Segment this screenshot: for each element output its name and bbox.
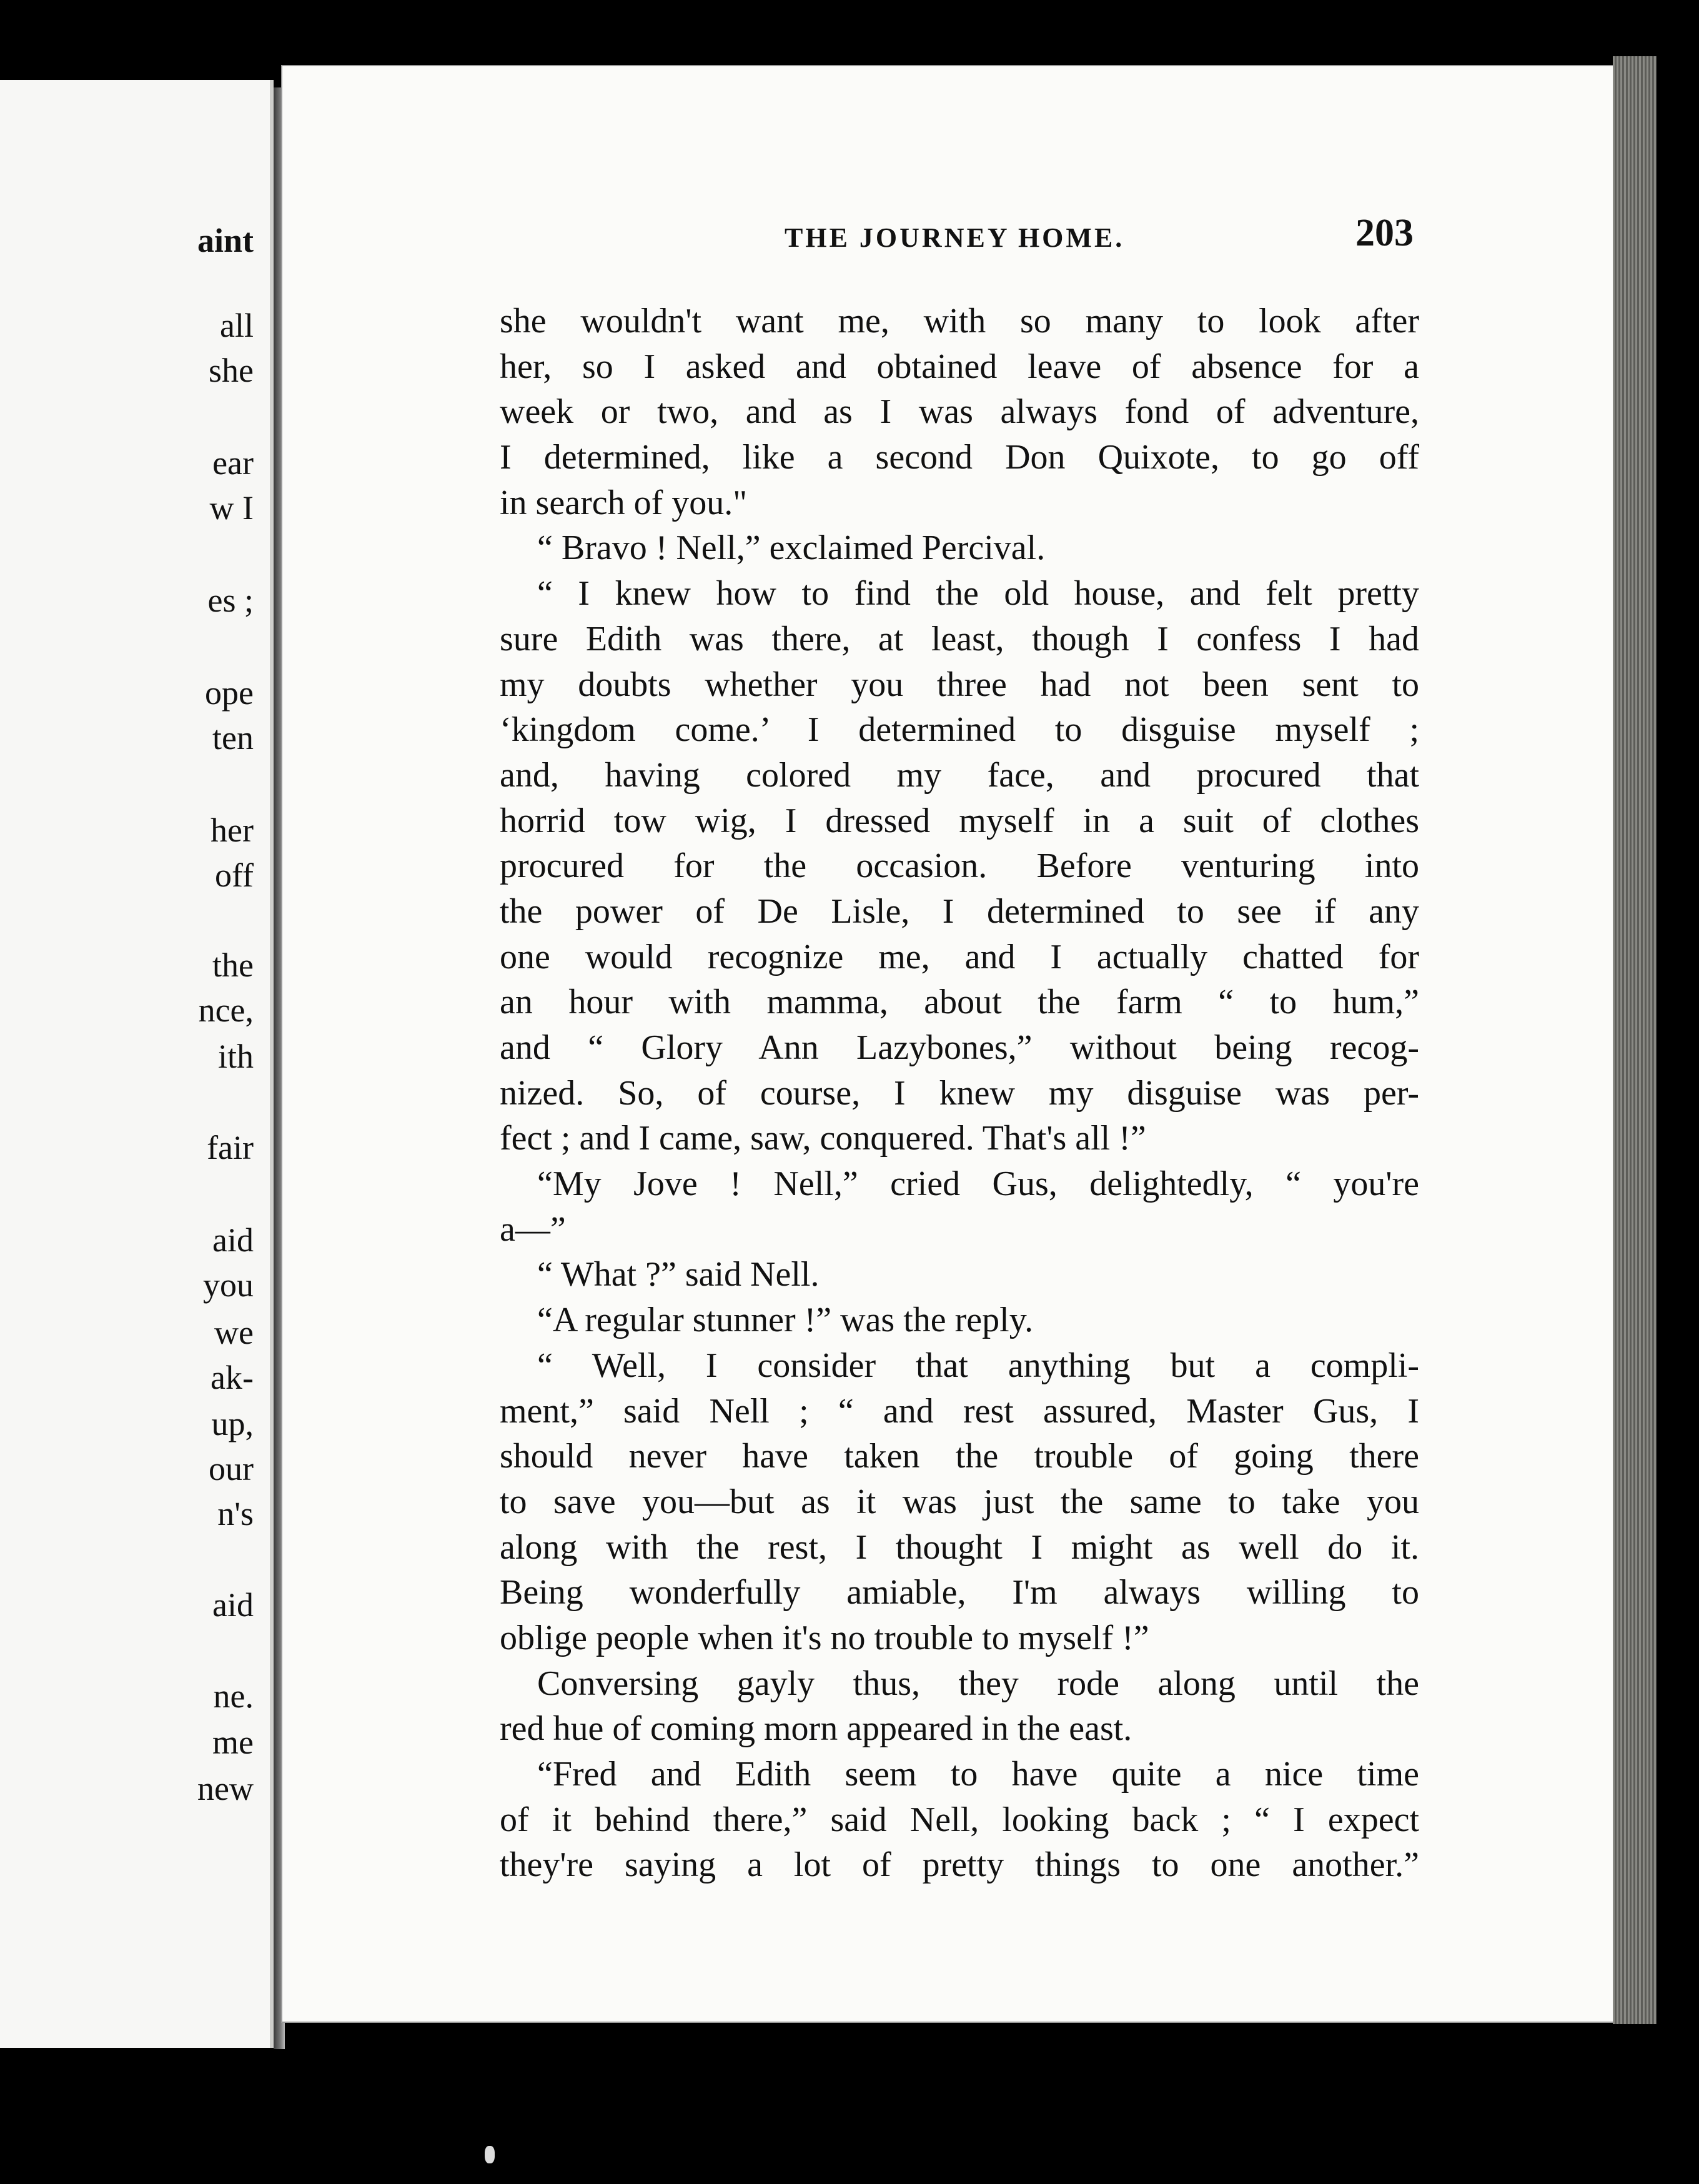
previous-page	[0, 80, 274, 2048]
left-page-fragment: aid	[212, 1586, 254, 1624]
left-page-fragment: es ;	[207, 582, 254, 619]
left-page-fragment: fair	[207, 1129, 254, 1166]
text-line: and “ Glory Ann Lazybones,” without being recog-	[500, 1028, 1419, 1067]
text-line: “My Jove ! Nell,” cried Gus, delightedly, “ you're	[537, 1164, 1419, 1204]
text-line: “Fred and Edith seem to have quite a nice time	[537, 1755, 1419, 1794]
text-line: Conversing gayly thus, they rode along until the	[537, 1664, 1419, 1703]
text-line: to save you—but as it was just the same to take you	[500, 1482, 1419, 1521]
left-page-fragment: ope	[205, 674, 254, 712]
text-line: sure Edith was there, at least, though I confess I had	[500, 619, 1419, 658]
text-line: “A regular stunner !” was the reply.	[537, 1301, 1034, 1340]
text-line: red hue of coming morn appeared in the east.	[500, 1709, 1132, 1749]
text-line: oblige people when it's no trouble to myself !”	[500, 1618, 1149, 1657]
left-page-fragment: w I	[209, 489, 254, 527]
text-line: Being wonderfully amiable, I'm always willing to	[500, 1573, 1419, 1612]
left-page-fragment: me	[212, 1724, 254, 1761]
left-page-fragment: ten	[212, 719, 254, 757]
text-line: fect ; and I came, saw, conquered. That's all !”	[500, 1119, 1146, 1158]
text-line: I determined, like a second Don Quixote, to go off	[500, 438, 1419, 477]
text-line: “ Well, I consider that anything but a compli-	[537, 1346, 1419, 1385]
text-line: she wouldn't want me, with so many to look after	[500, 302, 1419, 340]
text-line: horrid tow wig, I dressed myself in a suit of clothes	[500, 801, 1419, 840]
left-page-fragment: new	[197, 1770, 254, 1807]
text-line: they're saying a lot of pretty things to one another.”	[500, 1845, 1419, 1885]
left-page-fragment: off	[215, 856, 254, 894]
left-page-fragment: the	[212, 946, 254, 984]
left-page-fragment: aint	[197, 222, 254, 259]
text-line: the power of De Lisle, I determined to see if any	[500, 891, 1419, 931]
body-text	[500, 299, 1419, 1888]
text-line: “ I knew how to find the old house, and felt pretty	[537, 574, 1419, 613]
text-line: my doubts whether you three had not been sent to	[500, 665, 1419, 704]
left-page-fragment: our	[209, 1450, 254, 1487]
text-line: procured for the occasion. Before venturing into	[500, 846, 1419, 886]
scan-speck	[485, 2146, 495, 2163]
text-line: a—”	[500, 1209, 566, 1249]
page-number: 203	[1355, 212, 1414, 254]
text-line: along with the rest, I thought I might as well do it.	[500, 1527, 1419, 1567]
text-line: week or two, and as I was always fond of adventure,	[500, 392, 1419, 432]
running-head: THE JOURNEY HOME.	[785, 222, 1125, 253]
left-page-fragment: ith	[217, 1038, 254, 1075]
left-page-fragment: you	[203, 1266, 254, 1304]
text-line: “ What ?” said Nell.	[537, 1255, 820, 1294]
left-page-fragment: nce,	[198, 991, 254, 1029]
left-page-fragment: her	[211, 812, 254, 849]
text-line: should never have taken the trouble of going there	[500, 1437, 1419, 1476]
text-line: “ Bravo ! Nell,” exclaimed Percival.	[537, 529, 1046, 568]
left-page-fragment: up,	[211, 1405, 254, 1442]
left-page-fragment: all	[220, 307, 254, 344]
left-page-fragment: ak-	[211, 1359, 254, 1396]
left-page-fragment: ne.	[213, 1677, 254, 1715]
text-line: ‘kingdom come.’ I determined to disguise myself ;	[500, 710, 1419, 750]
text-line: ment,” said Nell ; “ and rest assured, Master Gus, I	[500, 1391, 1419, 1431]
left-page-fragment: we	[214, 1314, 254, 1351]
page-edges	[1613, 56, 1657, 2024]
left-page-fragment: she	[209, 352, 254, 389]
text-line: and, having colored my face, and procured that	[500, 755, 1419, 795]
text-line: nized. So, of course, I knew my disguise was per-	[500, 1073, 1419, 1113]
text-line: one would recognize me, and I actually chatted for	[500, 937, 1419, 976]
left-page-fragment: n's	[217, 1495, 254, 1532]
left-page-fragment: ear	[212, 444, 254, 482]
text-line: an hour with mamma, about the farm “ to hum,”	[500, 983, 1419, 1022]
text-line: her, so I asked and obtained leave of absence for a	[500, 347, 1419, 386]
left-page-fragment: aid	[212, 1221, 254, 1259]
text-line: of it behind there,” said Nell, looking back ; “ I expect	[500, 1800, 1419, 1839]
text-line: in search of you."	[500, 483, 748, 522]
